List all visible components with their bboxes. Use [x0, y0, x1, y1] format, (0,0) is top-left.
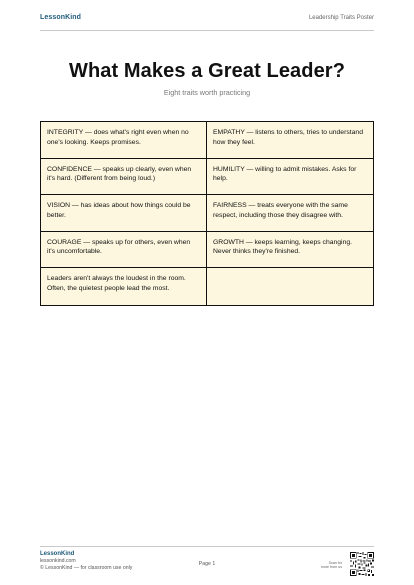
trait-cell-vision: VISION — has ideas about how things could be better. [41, 195, 207, 232]
qr-code-icon [350, 552, 374, 576]
page-footer [40, 546, 374, 577]
footer-site: lessonkind.com [40, 558, 76, 565]
footer-scan-note [321, 561, 342, 570]
closing-note-cell: Leaders aren't always the loudest in the room. Often, the quietest people lead the most. [41, 268, 207, 305]
trait-cell-fairness: FAIRNESS — treats everyone with the same respect, including those they disagree with. [207, 195, 373, 232]
trait-cell-humility: HUMILITY — willing to admit mistakes. Asks for help. [207, 159, 373, 196]
trait-cell-confidence: CONFIDENCE — speaks up clearly, even when it's hard. (Different from being loud.) [41, 159, 207, 196]
trait-cell-integrity: INTEGRITY — does what's right even when no one's looking. Keeps promises. [41, 122, 207, 159]
trait-cell-courage: COURAGE — speaks up for others, even when it's uncomfortable. [41, 232, 207, 269]
page-header [40, 14, 374, 31]
trait-cell-empathy: EMPATHY — listens to others, tries to understand how they feel. [207, 122, 373, 159]
footer-copyright: © LessonKind — for classroom use only [40, 565, 133, 572]
header-doc-name: Leadership Traits Poster [308, 15, 374, 21]
page-subtitle: Eight traits worth practicing [163, 88, 251, 97]
empty-cell [207, 268, 373, 305]
traits-grid [40, 121, 374, 306]
footer-page-number: Page 1 [198, 561, 216, 567]
trait-cell-growth: GROWTH — keeps learning, keeps changing. Never thinks they're finished. [207, 232, 373, 269]
header-brand: LessonKind [40, 14, 82, 21]
scan-line-1: Scan for [328, 561, 342, 565]
footer-brand: LessonKind [40, 551, 75, 557]
page-title: What Makes a Great Leader? [68, 60, 346, 82]
scan-line-2: more from us [320, 565, 342, 570]
